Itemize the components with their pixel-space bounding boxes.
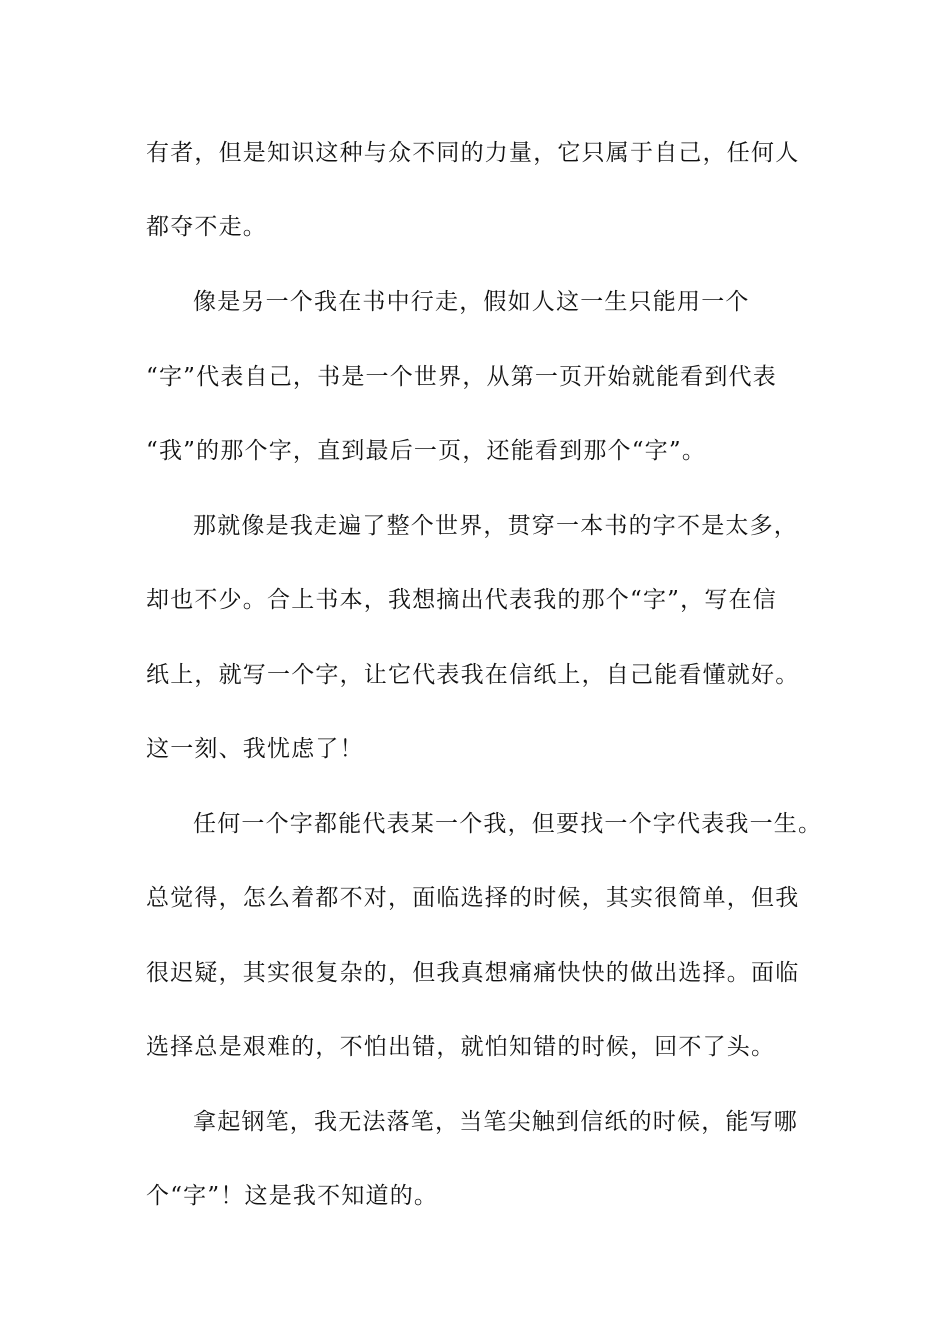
text-line: “字”代表自己，书是一个世界，从第一页开始就能看到代表	[146, 364, 777, 390]
text-line: 都夺不走。	[146, 214, 267, 240]
text-line: 有者，但是知识这种与众不同的力量，它只属于自己，任何人	[146, 140, 800, 166]
text-line: 选择总是艰难的，不怕出错，就怕知错的时候，回不了头。	[146, 1034, 776, 1060]
text-line: 很迟疑，其实很复杂的，但我真想痛痛快快的做出选择。面临	[146, 960, 800, 986]
paragraph-first-line: 任何一个字都能代表某一个我，但要找一个字代表我一生。	[193, 811, 823, 837]
text-line: 却也不少。合上书本，我想摘出代表我的那个“字”，写在信	[146, 587, 777, 613]
text-line: 个“字”！这是我不知道的。	[146, 1183, 439, 1209]
text-line: 纸上，就写一个字，让它代表我在信纸上，自己能看懂就好。	[146, 662, 800, 688]
paragraph-first-line: 拿起钢笔，我无法落笔，当笔尖触到信纸的时候，能写哪	[193, 1109, 798, 1135]
text-line: 这一刻、我忧虑了！	[146, 736, 364, 762]
text-line: “我”的那个字，直到最后一页，还能看到那个“字”。	[146, 438, 707, 464]
text-line: 总觉得，怎么着都不对，面临选择的时候，其实很简单，但我	[146, 885, 800, 911]
paragraph-first-line: 那就像是我走遍了整个世界，贯穿一本书的字不是太多，	[193, 513, 798, 539]
paragraph-first-line: 像是另一个我在书中行走，假如人这一生只能用一个	[193, 289, 750, 315]
